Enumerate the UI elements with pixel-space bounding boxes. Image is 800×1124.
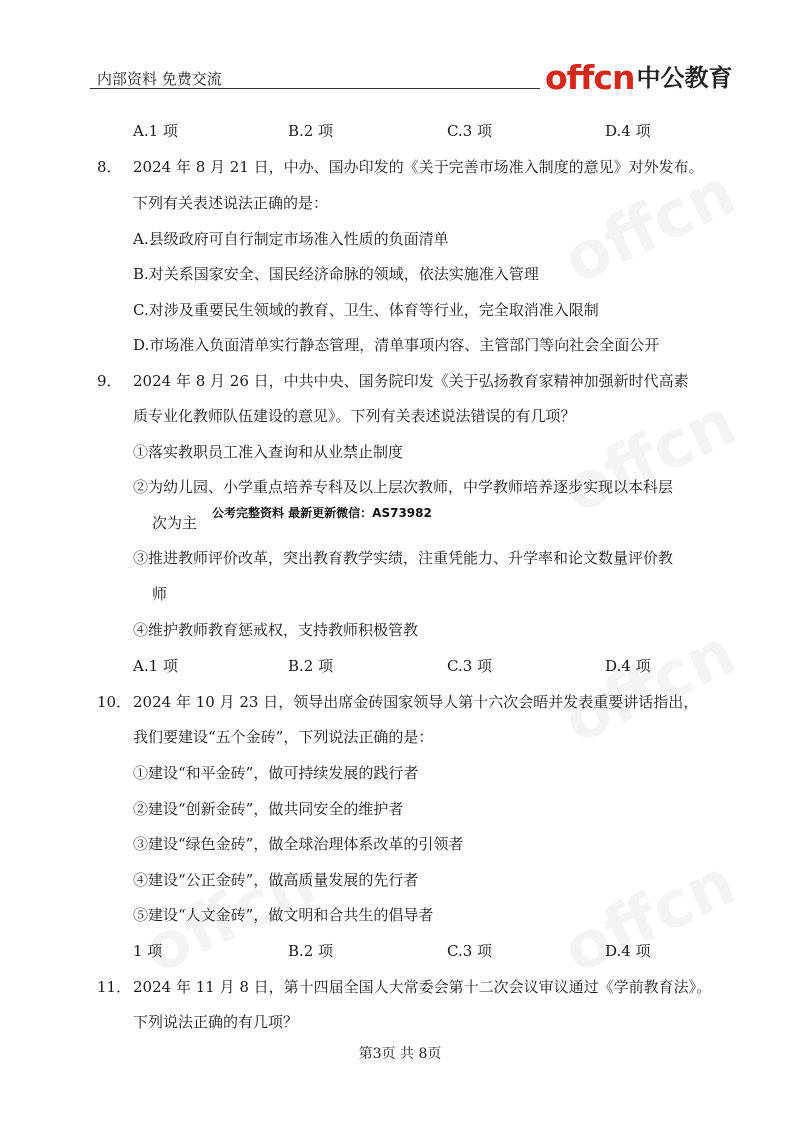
q9-item-2-cont: 次为主 bbox=[152, 514, 198, 532]
q10-item-4: ④建设“公正金砖”，做高质量发展的先行者 bbox=[133, 871, 419, 889]
watermark bbox=[553, 156, 747, 299]
offcn-logo bbox=[545, 56, 732, 96]
watermark bbox=[553, 616, 747, 759]
logo-cn: 中公教育 bbox=[636, 64, 733, 92]
q8-option-b: B.对关系国家安全、国民经济命脉的领域，依法实施准入管理 bbox=[133, 265, 539, 283]
q9-item-4: ④维护教师教育惩戒权，支持教师积极管教 bbox=[133, 621, 419, 639]
q10-option-a: 1 项 bbox=[133, 942, 163, 960]
header-left-text: 内部资料 免费交流 bbox=[97, 70, 222, 88]
q11-stem-line: 2024 年 11 月 8 日，第十四届全国人大常委会第十二次会议审议通过《学前教育法》。 bbox=[133, 978, 712, 996]
q7-option-b: B.2 项 bbox=[288, 122, 334, 140]
page-footer: 第3页 共 8页 bbox=[358, 1046, 442, 1062]
q9-option-a: A.1 项 bbox=[133, 657, 178, 675]
q10-item-3: ③建设“绿色金砖”，做全球治理体系改革的引领者 bbox=[133, 835, 464, 853]
q11-stem-line: 下列说法正确的有几项？ bbox=[133, 1013, 299, 1031]
watermark bbox=[553, 846, 747, 989]
q9-item-3: ③推进教师评价改革，突出教育教学实绩，注重凭能力、升学率和论文数量评价教 bbox=[133, 549, 674, 567]
q7-option-c: C.3 项 bbox=[447, 122, 493, 140]
q7-option-a: A.1 项 bbox=[133, 122, 178, 140]
q9-item-2: ②为幼儿园、小学重点培养专科及以上层次教师，中学教师培养逐步实现以本科层 bbox=[133, 478, 674, 496]
q10-item-2: ②建设“创新金砖”，做共同安全的维护者 bbox=[133, 800, 404, 818]
q10-option-d: D.4 项 bbox=[605, 942, 651, 960]
q8-number: 8． bbox=[97, 158, 122, 176]
q9-stem-line: 质专业化教师队伍建设的意见》。下列有关表述说法错误的有几项？ bbox=[133, 407, 576, 425]
q8-option-c: C.对涉及重要民生领域的教育、卫生、体育等行业，完全取消准入限制 bbox=[133, 301, 599, 319]
q10-option-c: C.3 项 bbox=[447, 942, 493, 960]
q8-stem-line: 下列有关表述说法正确的是： bbox=[133, 194, 329, 212]
wechat-note: 公考完整资料 最新更新微信：AS73982 bbox=[212, 506, 432, 520]
q10-stem-line: 我们要建设“五个金砖”，下列说法正确的是： bbox=[133, 728, 434, 746]
q10-item-5: ⑤建设“人文金砖”，做文明和合共生的倡导者 bbox=[133, 906, 434, 924]
q9-number: 9． bbox=[97, 372, 122, 390]
q9-stem-line: 2024 年 8 月 26 日，中共中央、国务院印发《关于弘扬教育家精神加强新时代高素 bbox=[133, 372, 689, 390]
q8-option-d: D.市场准入负面清单实行静态管理，清单事项内容、主管部门等向社会全面公开 bbox=[133, 336, 660, 354]
watermark bbox=[553, 386, 747, 529]
header-rule bbox=[90, 88, 540, 89]
q7-option-d: D.4 项 bbox=[605, 122, 651, 140]
q9-option-c: C.3 项 bbox=[447, 657, 493, 675]
q10-stem-line: 2024 年 10 月 23 日，领导出席金砖国家领导人第十六次会晤并发表重要讲话指出， bbox=[133, 693, 699, 711]
logo-en: offcn bbox=[545, 58, 635, 97]
q9-option-b: B.2 项 bbox=[288, 657, 334, 675]
q8-option-a: A.县级政府可自行制定市场准入性质的负面清单 bbox=[133, 230, 449, 248]
q8-stem-line: 2024 年 8 月 21 日，中办、国办印发的《关于完善市场准入制度的意见》对外发布。 bbox=[133, 158, 704, 176]
q11-number: 11． bbox=[97, 978, 132, 996]
q9-item-1: ①落实教职员工准入查询和从业禁止制度 bbox=[133, 443, 404, 461]
q10-option-b: B.2 项 bbox=[288, 942, 334, 960]
q10-item-1: ①建设“和平金砖”，做可持续发展的践行者 bbox=[133, 764, 419, 782]
q9-option-d: D.4 项 bbox=[605, 657, 651, 675]
q9-item-3-cont: 师 bbox=[152, 585, 168, 603]
q10-number: 10． bbox=[97, 693, 132, 711]
